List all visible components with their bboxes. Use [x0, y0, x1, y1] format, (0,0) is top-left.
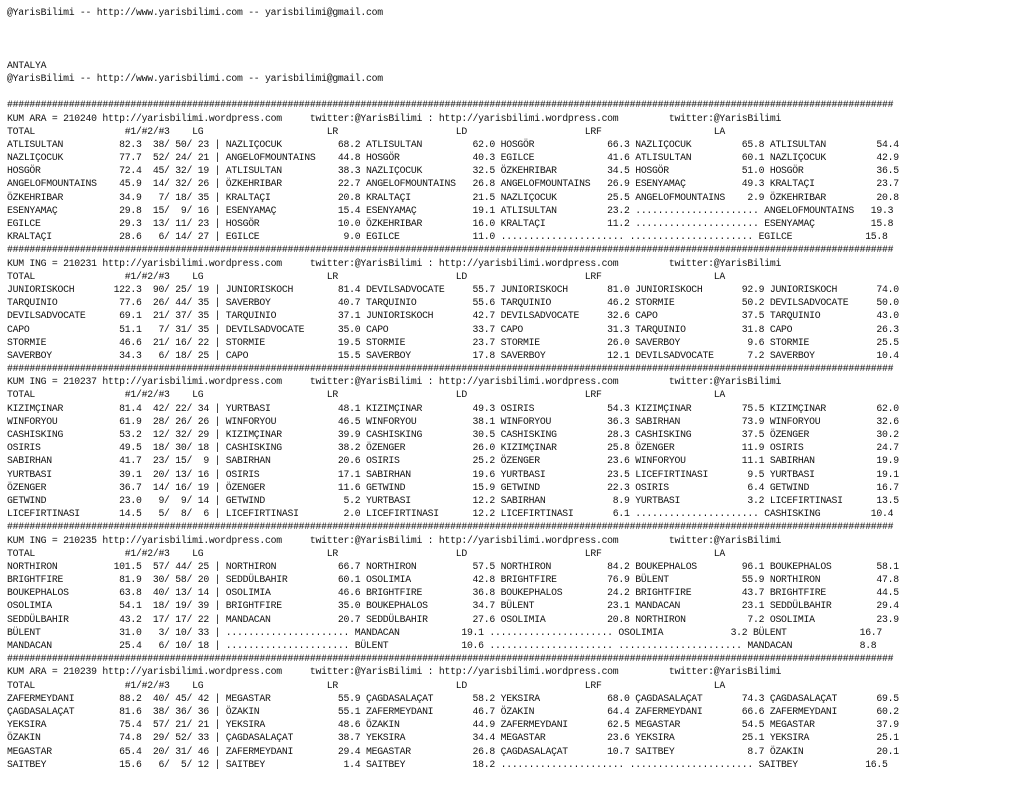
race-row: HOSGÖR 72.4 45/ 32/ 19 | ATLISULTAN 38.3 NAZLIÇOCUK 32.5 ÖZKEHRIBAR 34.5 HOSGÖR 51.0 HOSGÖR 36.5 — [7, 165, 899, 177]
race-row: YEKSIRA 75.4 57/ 21/ 21 | YEKSIRA 48.6 ÖZAKIN 44.9 ZAFERMEYDANI 62.5 MEGASTAR 54.5 MEGASTAR 37.9 — [7, 719, 899, 731]
race-row: SEDDÜLBAHIR 43.2 17/ 17/ 22 | MANDACAN 20.7 SEDDÜLBAHIR 27.6 OSOLIMIA 20.8 NORTHIRON 7.2 OSOLIMIA 23.9 — [7, 613, 899, 625]
hash-separator: ############################################################################################################################################################## — [7, 653, 894, 665]
blank-line — [7, 19, 899, 32]
race-row: MANDACAN 25.4 6/ 10/ 18 | ...................... BÜLENT 10.6 ...................... ...................... MANDACAN 8.8 — [7, 640, 877, 651]
race-row: ÖZENGER 36.7 14/ 16/ 19 | ÖZENGER 11.6 GETWIND 15.9 GETWIND 22.3 OSIRIS 6.4 GETWIND 16.7 — [7, 481, 899, 493]
hash-separator: ############################################################################################################################################################## — [7, 521, 894, 533]
race-row: KIZIMÇINAR 81.4 42/ 22/ 34 | YURTBASI 48.1 KIZIMÇINAR 49.3 OSIRIS 54.3 KIZIMÇINAR 75.5 KIZIMÇINAR 62.0 — [7, 402, 899, 414]
race-row: ATLISULTAN 82.3 38/ 50/ 23 | NAZLIÇOCUK 68.2 ATLISULTAN 62.0 HOSGÖR 66.3 NAZLIÇOCUK 65.8 ATLISULTAN 54.4 — [7, 138, 899, 150]
race-title-line: KUM ING = 210237 http://yarisbilimi.wordpress.com twitter:@YarisBilimi : http://yarisbilimi.wordpress.com twitter:@YarisBilimi — [7, 376, 782, 388]
race-row: NAZLIÇOCUK 77.7 52/ 24/ 21 | ANGELOFMOUNTAINS 44.8 HOSGÖR 40.3 EGILCE 41.6 ATLISULTAN 60.1 NAZLIÇOCUK 42.9 — [7, 152, 899, 164]
race-column-header: TOTAL #1/#2/#3 LG LR LD LRF LA — [7, 547, 725, 559]
race-row: ÖZAKIN 74.8 29/ 52/ 33 | ÇAGDASALAÇAT 38.7 YEKSIRA 34.4 MEGASTAR 23.6 YEKSIRA 25.1 YEKSIRA 25.1 — [7, 732, 899, 744]
race-column-header: TOTAL #1/#2/#3 LG LR LD LRF LA — [7, 679, 725, 691]
race-row: MEGASTAR 65.4 20/ 31/ 46 | ZAFERMEYDANI 29.4 MEGASTAR 26.8 ÇAGDASALAÇAT 10.7 SAITBEY 8.7 ÖZAKIN 20.1 — [7, 745, 899, 757]
race-row: DEVILSADVOCATE 69.1 21/ 37/ 35 | TARQUINIO 37.1 JUNIORISKOCH 42.7 DEVILSADVOCATE 32.6 CAPO 37.5 TARQUINIO 43.0 — [7, 310, 899, 322]
hash-separator: ############################################################################################################################################################## — [7, 99, 894, 111]
race-column-header: TOTAL #1/#2/#3 LG LR LD LRF LA — [7, 389, 725, 401]
site-header-line: @YarisBilimi -- http://www.yarisbilimi.com -- yarisbilimi@gmail.com — [7, 7, 383, 18]
race-row: SAITBEY 15.6 6/ 5/ 12 | SAITBEY 1.4 SAITBEY 18.2 ...................... ...................... SAITBEY 16.5 — [7, 758, 888, 770]
race-row: SAVERBOY 34.3 6/ 18/ 25 | CAPO 15.5 SAVERBOY 17.8 SAVERBOY 12.1 DEVILSADVOCATE 7.2 SAVERBOY 10.4 — [7, 349, 899, 361]
race-row: BOUKEPHALOS 63.8 40/ 13/ 14 | OSOLIMIA 46.6 BRIGHTFIRE 36.8 BOUKEPHALOS 24.2 BRIGHTFIRE 43.7 BRIGHTFIRE 44.5 — [7, 587, 899, 599]
race-row: GETWIND 23.0 9/ 9/ 14 | GETWIND 5.2 YURTBASI 12.2 SABIRHAN 8.9 YURTBASI 3.2 LICEFIRTINASI 13.5 — [7, 494, 899, 506]
race-title-line: KUM ARA = 210240 http://yarisbilimi.wordpress.com twitter:@YarisBilimi : http://yarisbilimi.wordpress.com twitter:@YarisBilimi — [7, 112, 782, 124]
hash-separator: ############################################################################################################################################################## — [7, 244, 894, 256]
race-row: STORMIE 46.6 21/ 16/ 22 | STORMIE 19.5 STORMIE 23.7 STORMIE 26.0 SAVERBOY 9.6 STORMIE 25.5 — [7, 336, 899, 348]
race-row: ESENYAMAÇ 29.8 15/ 9/ 16 | ESENYAMAÇ 15.4 ESENYAMAÇ 19.1 ATLISULTAN 23.2 ...................... ANGELOFMOUNTAINS 19.3 — [7, 204, 894, 216]
race-title-line: KUM ING = 210235 http://yarisbilimi.wordpress.com twitter:@YarisBilimi : http://yarisbilimi.wordpress.com twitter:@YarisBilimi — [7, 534, 782, 546]
race-report-document — [7, 6, 899, 771]
race-row: EGILCE 29.3 13/ 11/ 23 | HOSGÖR 10.0 ÖZKEHRIBAR 16.0 KRALTAÇI 11.2 ...................... ESENYAMAÇ 15.8 — [7, 218, 894, 229]
hash-separator: ############################################################################################################################################################## — [7, 363, 894, 375]
race-row: CAPO 51.1 7/ 31/ 35 | DEVILSADVOCATE 35.0 CAPO 33.7 CAPO 31.3 TARQUINIO 31.8 CAPO 26.3 — [7, 323, 899, 335]
race-row: NORTHIRON 101.5 57/ 44/ 25 | NORTHIRON 66.7 NORTHIRON 57.5 NORTHIRON 84.2 BOUKEPHALOS 96.1 BOUKEPHALOS 58.1 — [7, 560, 899, 572]
race-row: WINFORYOU 61.9 28/ 26/ 26 | WINFORYOU 46.5 WINFORYOU 38.1 WINFORYOU 36.3 SABIRHAN 73.9 WINFORYOU 32.6 — [7, 415, 899, 427]
blank-line — [7, 32, 899, 45]
race-row: ÇAGDASALAÇAT 81.6 38/ 36/ 36 | ÖZAKIN 55.1 ZAFERMEYDANI 46.7 ÖZAKIN 64.4 ZAFERMEYDANI 66.6 ZAFERMEYDANI 60.2 — [7, 705, 899, 717]
race-row: TARQUINIO 77.6 26/ 44/ 35 | SAVERBOY 40.7 TARQUINIO 55.6 TARQUINIO 46.2 STORMIE 50.2 DEVILSADVOCATE 50.0 — [7, 297, 899, 309]
race-row: ZAFERMEYDANI 88.2 40/ 45/ 42 | MEGASTAR 55.9 ÇAGDASALAÇAT 58.2 YEKSIRA 68.0 ÇAGDASALAÇAT 74.3 ÇAGDASALAÇAT 69.5 — [7, 692, 899, 704]
race-title-line: KUM ARA = 210239 http://yarisbilimi.wordpress.com twitter:@YarisBilimi : http://yarisbilimi.wordpress.com twitter:@YarisBilimi — [7, 666, 782, 678]
race-row: ÖZKEHRIBAR 34.9 7/ 18/ 35 | KRALTAÇI 20.8 KRALTAÇI 21.5 NAZLIÇOCUK 25.5 ANGELOFMOUNTAINS 2.9 ÖZKEHRIBAR 20.8 — [7, 191, 899, 203]
blank-line — [7, 46, 899, 59]
race-row: BÜLENT 31.0 3/ 10/ 33 | ...................... MANDACAN 19.1 ...................... OSOLIMIA 3.2 BÜLENT 16.7 — [7, 626, 883, 638]
race-row: OSOLIMIA 54.1 18/ 19/ 39 | BRIGHTFIRE 35.0 BOUKEPHALOS 34.7 BÜLENT 23.1 MANDACAN 23.1 SEDDÜLBAHIR 29.4 — [7, 600, 899, 612]
city-title: ANTALYA — [7, 59, 47, 71]
race-column-header: TOTAL #1/#2/#3 LG LR LD LRF LA — [7, 270, 725, 282]
race-row: LICEFIRTINASI 14.5 5/ 8/ 6 | LICEFIRTINASI 2.0 LICEFIRTINASI 12.2 LICEFIRTINASI 6.1 ...................... CASHISKING 10.4 — [7, 508, 894, 520]
race-row: CASHISKING 53.2 12/ 32/ 29 | KIZIMÇINAR 39.9 CASHISKING 30.5 CASHISKING 28.3 CASHISKING 37.5 ÖZENGER 30.2 — [7, 429, 899, 440]
race-row: YURTBASI 39.1 20/ 13/ 16 | OSIRIS 17.1 SABIRHAN 19.6 YURTBASI 23.5 LICEFIRTINASI 9.5 YURTBASI 19.1 — [7, 468, 899, 480]
race-title-line: KUM ING = 210231 http://yarisbilimi.wordpress.com twitter:@YarisBilimi : http://yarisbilimi.wordpress.com twitter:@YarisBilimi — [7, 257, 782, 269]
race-row: SABIRHAN 41.7 23/ 15/ 9 | SABIRHAN 20.6 OSIRIS 25.2 ÖZENGER 23.6 WINFORYOU 11.1 SABIRHAN 19.9 — [7, 455, 899, 467]
blank-line — [7, 85, 899, 98]
race-row: JUNIORISKOCH 122.3 90/ 25/ 19 | JUNIORISKOCH 81.4 DEVILSADVOCATE 55.7 JUNIORISKOCH 81.0 JUNIORISKOCH 92.9 JUNIORISKOCH 74.0 — [7, 283, 899, 295]
attribution-line: @YarisBilimi -- http://www.yarisbilimi.com -- yarisbilimi@gmail.com — [7, 72, 383, 84]
race-column-header: TOTAL #1/#2/#3 LG LR LD LRF LA — [7, 125, 725, 137]
race-row: OSIRIS 49.5 18/ 30/ 18 | CASHISKING 38.2 ÖZENGER 26.0 KIZIMÇINAR 25.8 ÖZENGER 11.9 OSIRIS 24.7 — [7, 442, 899, 454]
race-row: ANGELOFMOUNTAINS 45.9 14/ 32/ 26 | ÖZKEHRIBAR 22.7 ANGELOFMOUNTAINS 26.8 ANGELOFMOUNTAINS 26.9 ESENYAMAÇ 49.3 KRALTAÇI 23.7 — [7, 178, 899, 190]
race-row: BRIGHTFIRE 81.9 30/ 58/ 20 | SEDDÜLBAHIR 60.1 OSOLIMIA 42.8 BRIGHTFIRE 76.9 BÜLENT 55.9 NORTHIRON 47.8 — [7, 574, 899, 586]
race-row: KRALTAÇI 28.6 6/ 14/ 27 | EGILCE 9.0 EGILCE 11.0 ...................... ...................... EGILCE 15.8 — [7, 231, 888, 243]
